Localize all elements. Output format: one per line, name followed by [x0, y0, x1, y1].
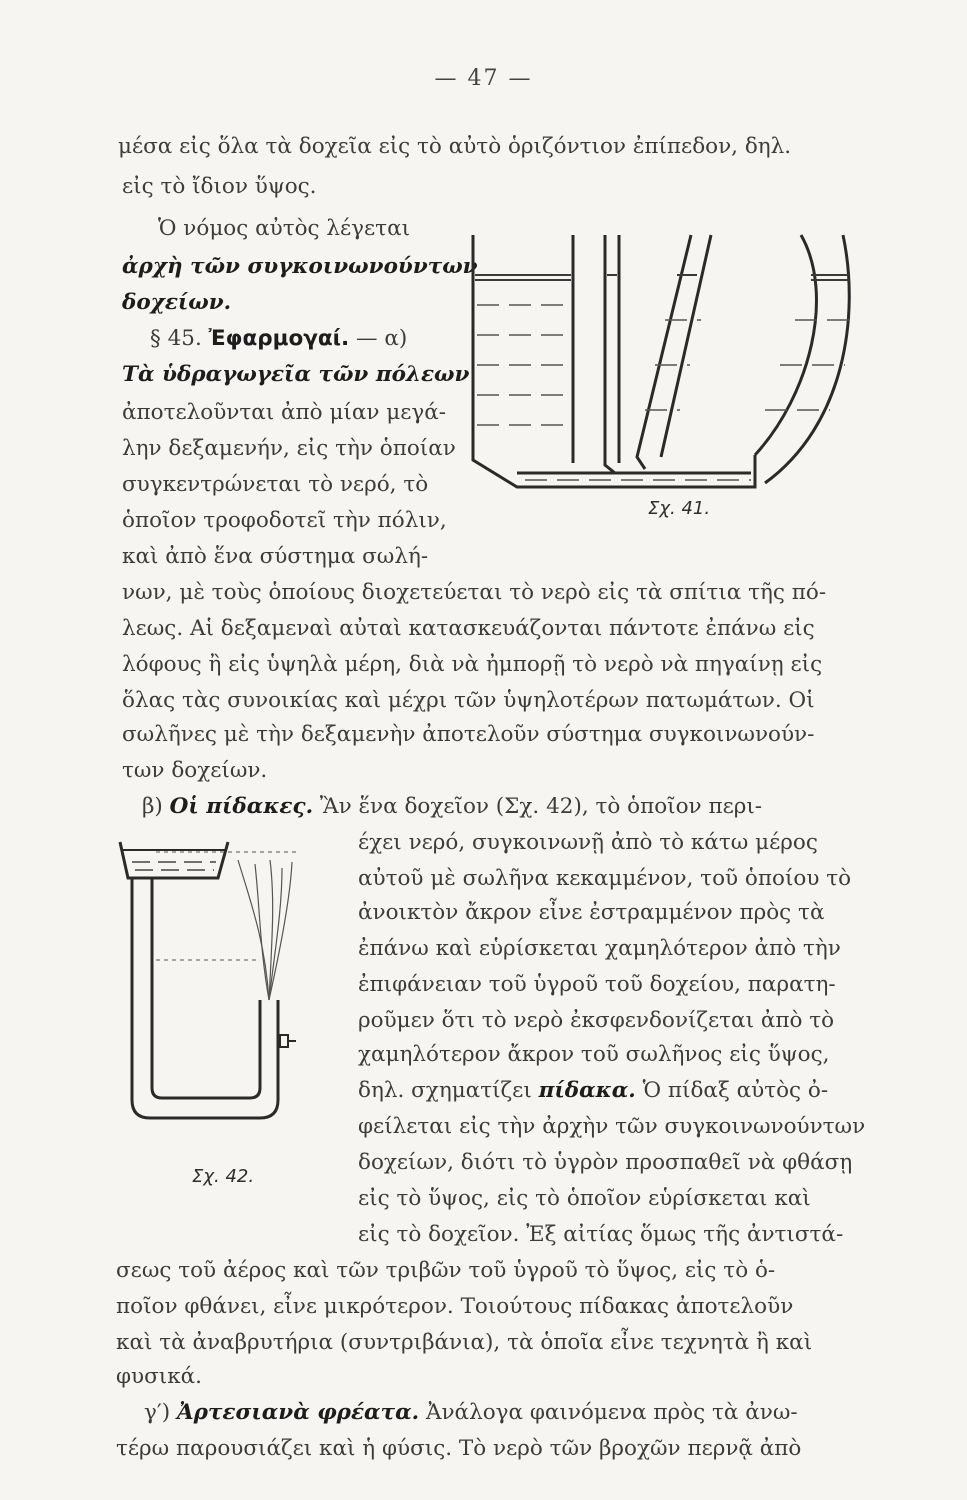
text-line: καὶ ἀπὸ ἕνα σύστημα σωλή- — [122, 544, 429, 569]
text-line: νων, μὲ τοὺς ὁποίους διοχετεύεται τὸ νερὸ εἰς τὰ σπίτια τῆς πό- — [122, 580, 827, 605]
section-title: Ἐφαρμογαί. — [208, 326, 350, 351]
text-line: σωλῆνες μὲ τὴν δεξαμενὴν ἀποτελοῦν σύστημα συγκοινωνούν- — [122, 722, 815, 747]
term-emphasis: πίδακα. — [538, 1078, 636, 1103]
text-line: ροῦμεν ὅτι τὸ νερὸ ἐκσφενδονίζεται ἀπὸ τὸ — [358, 1008, 835, 1033]
subsection-title: Οἱ πίδακες. — [169, 794, 314, 819]
text-line: καὶ τὰ ἀναβρυτήρια (συντριβάνια), τὰ ὁποῖα εἶνε τεχνητὰ ἢ καὶ — [116, 1330, 813, 1355]
text-fragment: δηλ. σχηματίζει — [358, 1078, 532, 1103]
text-line: ὅλας τὰς συνοικίας καὶ μέχρι τῶν ὑψηλοτέρων πατωμάτων. Οἱ — [122, 688, 815, 713]
figure-41-communicating-vessels — [465, 225, 860, 505]
text-line: ὁποῖον τροφοδοτεῖ τὴν πόλιν, — [122, 508, 447, 533]
text-line: χαμηλότερον ἄκρον τοῦ σωλῆνος εἰς ὕψος, — [358, 1042, 830, 1067]
section-item-marker: — α) — [356, 326, 408, 351]
text-line: ἐπάνω καὶ εὑρίσκεται χαμηλότερον ἀπὸ τὴν — [358, 936, 841, 961]
text-fragment: Ἂν ἕνα δοχεῖον (Σχ. 42), τὸ ὁποῖον περι- — [319, 794, 763, 819]
section-number: § 45. — [150, 326, 202, 351]
text-line: εἰς τὸ ἴδιον ὕψος. — [122, 174, 317, 199]
text-line — [358, 1076, 828, 1106]
text-line: συγκεντρώνεται τὸ νερό, τὸ — [122, 472, 429, 497]
text-line: ποῖον φθάνει, εἶνε μικρότερον. Τοιούτους πίδακας ἀποτελοῦν — [116, 1294, 794, 1319]
item-marker: β) — [142, 794, 163, 819]
text-line: τέρω παρουσιάζει καὶ ἡ φύσις. Τὸ νερὸ τῶν βροχῶν περνᾷ ἀπὸ — [116, 1436, 802, 1461]
text-line: φυσικά. — [116, 1364, 203, 1389]
text-line: λόφους ἢ εἰς ὑψηλὰ μέρη, διὰ νὰ ἠμπορῇ τὸ νερὸ νὰ πηγαίνῃ εἰς — [122, 652, 823, 677]
text-line: έχει νερό, συγκοινωνῇ ἀπὸ τὸ κάτω μέρος — [358, 830, 818, 855]
subsection-heading — [144, 1398, 798, 1428]
text-line: λην δεξαμενήν, εἰς τὴν ὁποίαν — [122, 436, 456, 461]
text-line: ἀνοικτὸν ἄκρον εἶνε ἐστραμμένον πρὸς τὰ — [358, 900, 825, 925]
text-line: ἐπιφάνειαν τοῦ ὑγροῦ τοῦ δοχείου, παρατη- — [358, 972, 836, 997]
text-line: δοχείων, διότι τὸ ὑγρὸν προσπαθεῖ νὰ φθάσῃ — [358, 1150, 853, 1175]
text-fragment: Ὁ πίδαξ αὐτὸς ὀ- — [642, 1078, 829, 1103]
text-line: Ὁ νόμος αὐτὸς λέγεται — [158, 216, 411, 241]
text-line: σεως τοῦ ἀέρος καὶ τῶν τριβῶν τοῦ ὑγροῦ τὸ ὕψος, εἰς τὸ ὁ- — [116, 1258, 776, 1283]
text-line: εἰς τὸ ὕψος, εἰς τὸ ὁποῖον εὑρίσκεται καὶ — [358, 1186, 811, 1211]
text-line: εἰς τὸ δοχεῖον. Ἐξ αἰτίας ὅμως τῆς ἀντιστά- — [358, 1222, 844, 1247]
page-number: — 47 — — [434, 66, 533, 91]
subsection-heading — [142, 792, 762, 822]
term-heading: ἀρχὴ τῶν συγκοινωνούντων — [122, 254, 478, 279]
subsection-title: Ἀρτεσιανὰ φρέατα. — [176, 1400, 420, 1425]
text-line: των δοχείων. — [122, 758, 268, 783]
figure-42-caption: Σχ. 42. — [192, 1166, 255, 1187]
text-fragment: Ἀνάλογα φαινόμενα πρὸς τὰ ἀνω- — [425, 1400, 798, 1425]
figure-41-caption: Σχ. 41. — [648, 498, 711, 519]
section-heading — [150, 324, 407, 354]
text-line: λεως. Αἱ δεξαμεναὶ αὐταὶ κατασκευάζονται πάντοτε ἐπάνω εἰς — [122, 616, 815, 641]
subsection-heading: Τὰ ὑδραγωγεῖα τῶν πόλεων — [122, 362, 470, 387]
text-line: φείλεται εἰς τὴν ἀρχὴν τῶν συγκοινωνούντων — [358, 1114, 866, 1139]
text-line: αὐτοῦ μὲ σωλῆνα κεκαμμένον, τοῦ ὁποίου τὸ — [358, 866, 852, 891]
term-heading: δοχείων. — [122, 290, 232, 315]
text-line: ἀποτελοῦνται ἀπὸ μίαν μεγά- — [122, 400, 447, 425]
figure-42-fountain — [110, 840, 310, 1140]
text-line: μέσα εἰς ὅλα τὰ δοχεῖα εἰς τὸ αὐτὸ ὁριζόντιον ἐπίπεδον, δηλ. — [118, 134, 792, 159]
item-marker: γ′) — [144, 1400, 171, 1425]
